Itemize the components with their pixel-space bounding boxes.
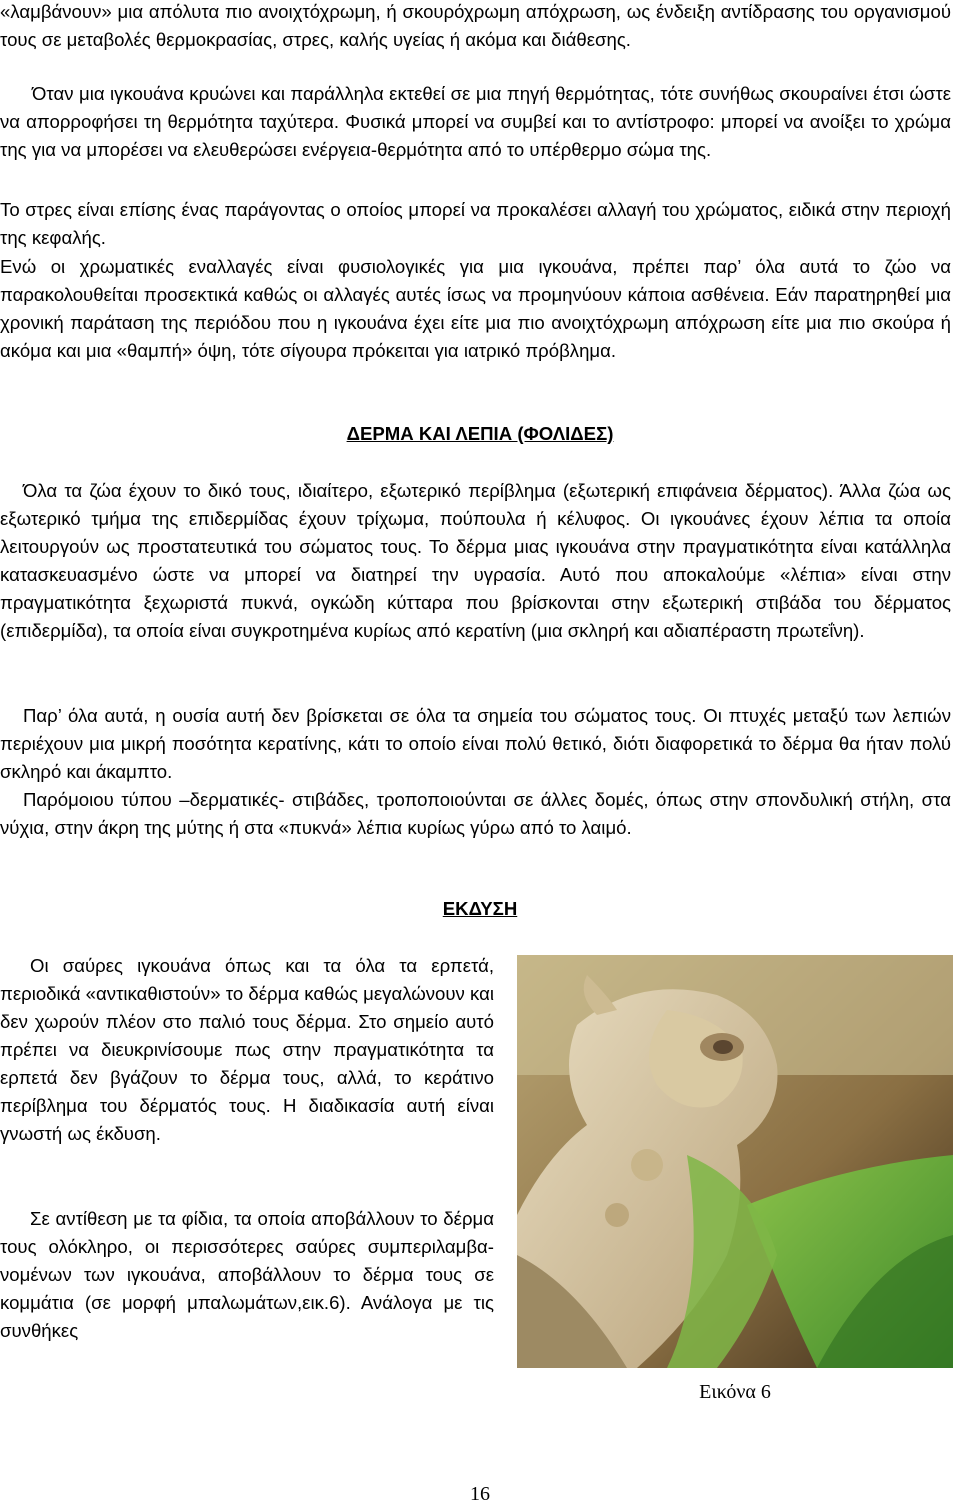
iguana-photo — [517, 955, 953, 1368]
iguana-image — [517, 955, 953, 1368]
paragraph-skin-scales: Όλα τα ζώα έχουν το δικό τους, ιδιαίτερο, εξωτερικό περίβλημα (εξωτερική επιφάνεια δέρματος). Άλλα ζώα ως εξωτερικό τμήμα της επιδερμίδας έχουν τρίχωμα, πούπουλα ή κέλυφος. Οι ιγκουάνες έχουν λέπια τα οποία λειτουργούν ως προστατευτικά του σώματος τους. Το δέρμα μιας ιγκουάνα στην πραγματικότητα είναι κατάλληλα κατασκευασμένο ώστε να μπορεί να διατηρεί την υγρασία. Αυτό που αποκαλούμε «λέπια» είναι στην πραγματικότητα ξεχωριστά πυκνά, ογκώδη κύτταρα που βρίσκονται στην εξωτερική στιβάδα του δέρματος (επιδερμίδα), τα οποία είναι συγκροτημένα κυρίως από κερατίνη (μια σκληρή και αδιαπέραστη πρωτεΐνη). — [0, 480, 951, 641]
page-number: 16 — [470, 1483, 490, 1505]
paragraph-stress: Το στρες είναι επίσης ένας παράγοντας ο οποίος μπορεί να προκαλέσει αλλαγή του χρώματος, ειδικά στην περιοχή της κεφαλής. — [0, 199, 951, 248]
paragraph-keratin: Παρ’ όλα αυτά, η ουσία αυτή δεν βρίσκεται σε όλα τα σημεία του σώματος τους. Οι πτυχές μεταξύ των λεπιών περιέχουν μια μικρή ποσότητα κερατίνης, κάτι το οποίο είναι πολύ θετικό, διότι διαφορετικά το δέρμα θα ήταν πολύ σκληρό και άκαμπτο. — [0, 705, 951, 782]
section-heading-skin: ΔΕΡΜΑ ΚΑΙ ΛΕΠΙΑ (ΦΟΛΙΔΕΣ) — [346, 423, 614, 444]
paragraph-structures: Παρόμοιου τύπου –δερματικές- στιβάδες, τροποποιούνται σε άλλες δομές, όπως στην σπονδυλική στήλη, στα νύχια, στην άκρη της μύτης ή στα «πυκνά» λέπια κυρίως γύρω από το λαιμό. — [0, 789, 951, 838]
paragraph-shedding: Οι σαύρες ιγκουάνα όπως και τα όλα τα ερπετά, περιοδικά «αντικαθιστούν» το δέρμα καθώς μεγαλώνουν και δεν χωρούν πλέον στο παλιό τους δέρμα. Στο σημείο αυτό πρέπει να διευκρινίσουμε πως στην πραγματικότητα τα ερπετά δεν βγάζουν το δέρμα τους, αλλά, το κεράτινο περίβλημα του δέρματός τους. Η διαδικασία αυτή είναι γνωστή ως έκδυση. — [0, 955, 494, 1144]
section-heading-shedding: ΕΚΔΥΣΗ — [442, 898, 518, 919]
paragraph-health: Ενώ οι χρωματικές εναλλαγές είναι φυσιολογικές για μια ιγκουάνα, πρέπει παρ’ όλα αυτά το ζώο να παρακολουθείται προσεκτικά καθώς οι αλλαγές αυτές ίσως να προμηνύουν κάποια ασθένεια. Εάν παρατηρηθεί μια χρονική παράταση της περιόδου που η ιγκουάνα έχει είτε μια πιο ανοιχτόχρωμη απόχρωση είτε μια πιο σκούρα ή ακόμα και μια «θαμπή» όψη, τότε σίγουρα πρόκειται για ιατρικό πρόβλημα. — [0, 256, 951, 361]
paragraph-shedding-pieces: Σε αντίθεση με τα φίδια, τα οποία αποβάλλουν το δέρμα τους ολόκληρο, οι περισσότερες σαύρες συμπεριλαμβα-νομένων των ιγκουάνα, αποβάλλουν το δέρμα τους σε κομμάτια (σε μορφή μπαλωμάτων,εικ.6). Ανάλογα με τις συνθήκες — [0, 1208, 494, 1341]
paragraph-temperature: Όταν μια ιγκουάνα κρυώνει και παράλληλα εκτεθεί σε μια πηγή θερμότητας, τότε συνήθως σκουραίνει έτσι ώστε να απορροφήσει τη θερμότητα ταχύτερα. Φυσικά μπορεί να συμβεί και το αντίστροφο: μπορεί να ανοίξει το χρώμα της για να μπορέσει να ελευθερώσει ενέργεια-θερμότητα από το υπέρθερμο σώμα της. — [0, 83, 951, 160]
figure-caption: Εικόνα 6 — [699, 1381, 771, 1403]
paragraph-color-change: «λαμβάνουν» μια απόλυτα πιο ανοιχτόχρωμη, ή σκουρόχρωμη απόχρωση, ως ένδειξη αντίδρασης του οργανισμού τους σε μεταβολές θερμοκρασίας, στρες, καλής υγείας ή ακόμα και διάθεσης. — [0, 1, 951, 50]
